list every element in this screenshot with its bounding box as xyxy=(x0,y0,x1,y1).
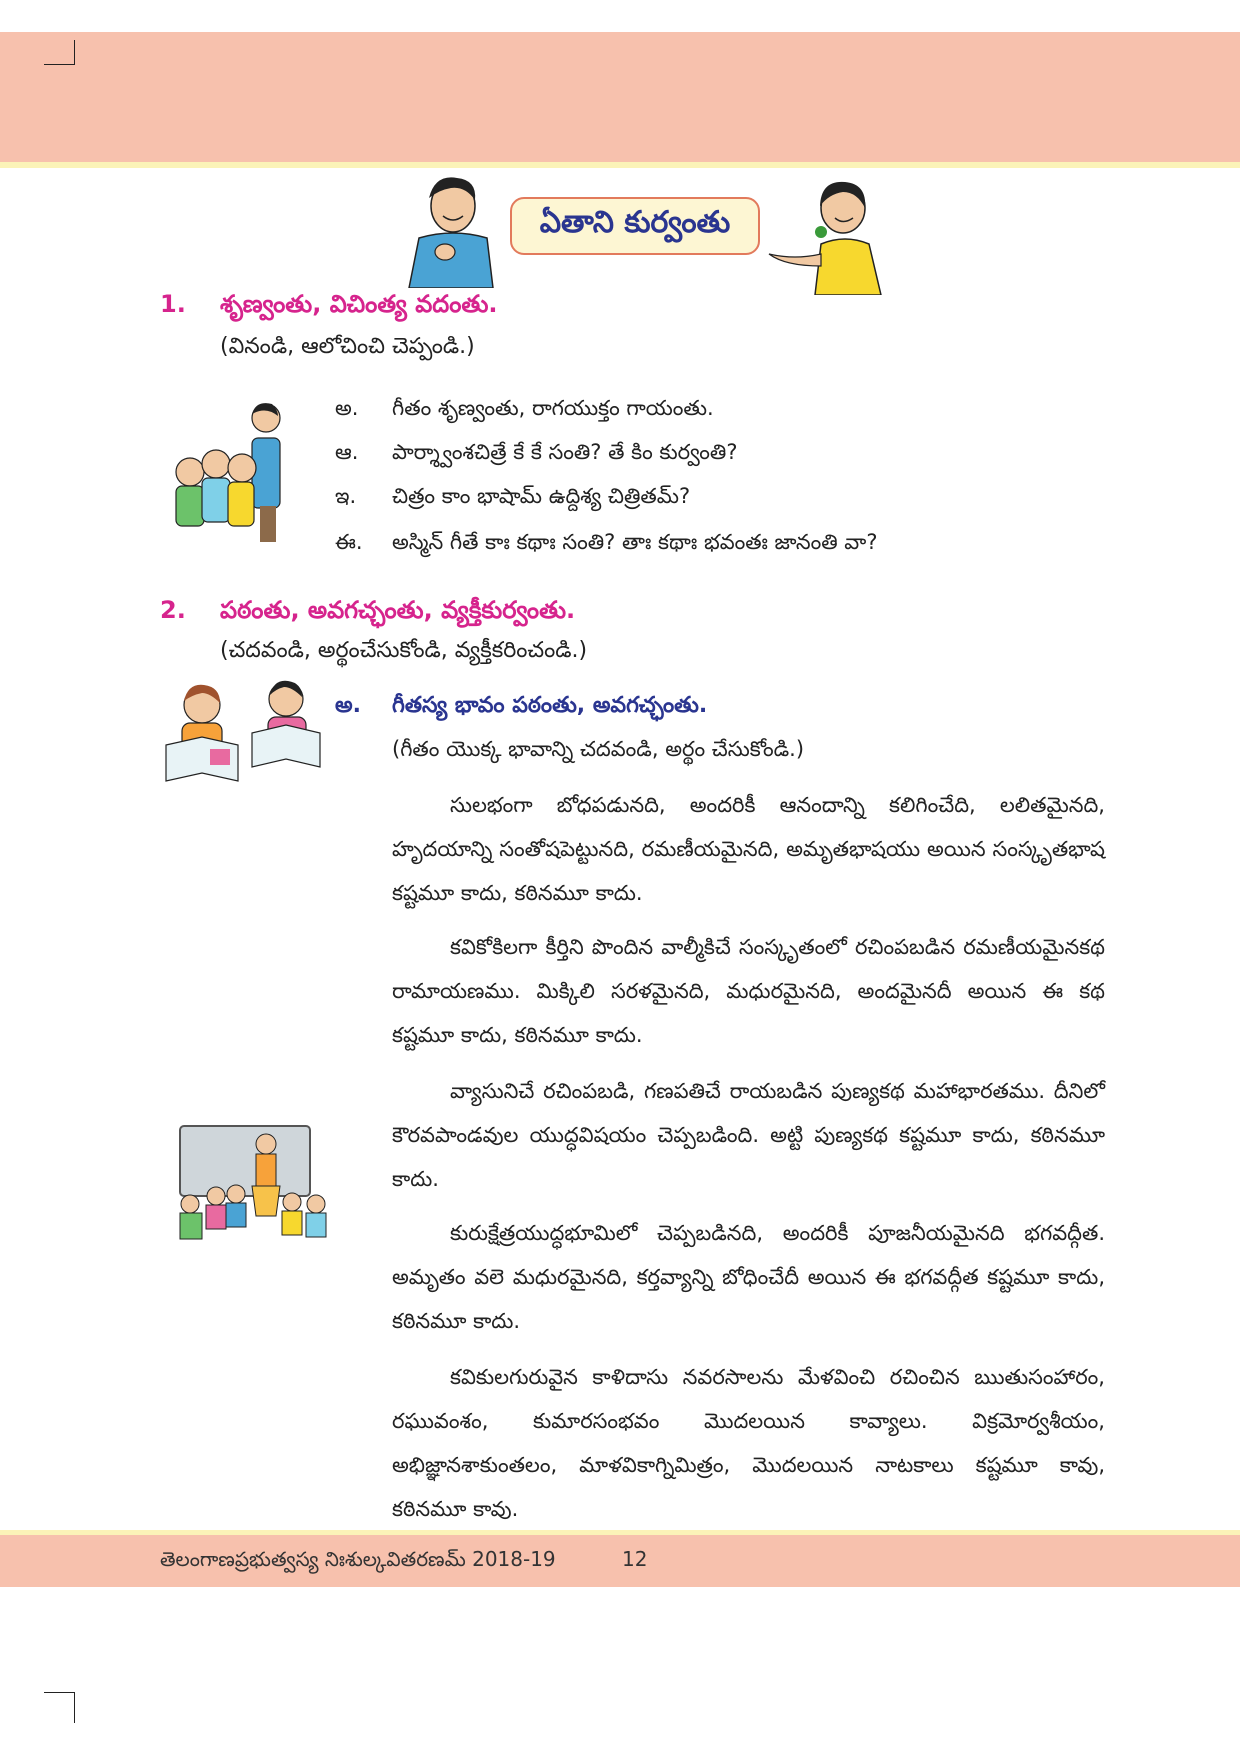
footer-text: తెలంగాణప్రభుత్వస్య నిఃశుల్కవితరణమ్ 2018-19 xyxy=(160,1547,556,1571)
header-band xyxy=(0,32,1240,162)
question-1-item-letter: ఈ. xyxy=(335,530,363,554)
question-1-item-text: చిత్రం కాం భాషామ్ ఉద్దిశ్య చిత్రితమ్? xyxy=(392,484,691,508)
question-1-subtitle: (వినండి, ఆలోచించి చెప్పండి.) xyxy=(220,334,475,359)
question-1-item-letter: అ. xyxy=(335,396,359,420)
question-2-sub-letter: అ. xyxy=(335,693,361,718)
question-2-heading: పఠంతు, అవగచ్ఛంతు, వ్యక్తీకుర్వంతు. xyxy=(220,596,576,624)
question-1-item-letter: ఆ. xyxy=(335,440,359,464)
crop-mark-bottom xyxy=(44,1692,75,1723)
children-group-illustration xyxy=(160,398,320,543)
page-title: ఏతాని కుర్వంతు xyxy=(510,197,760,255)
classroom-illustration xyxy=(160,1122,335,1252)
paragraph: కవికోకిలగా కీర్తిని పొందిన వాల్మీకిచే సంస్కృతంలో రచింపబడిన రమణీయమైనకథ రామాయణము. మిక్కిలి సరళమైనది, మధురమైనది, అందమైనదీ అయిన ఈ కథ కష్టమూ కాదు, కఠినమూ కాదు. xyxy=(392,935,1105,1047)
question-1-number: 1. xyxy=(160,290,186,318)
question-1-item-text: పార్శ్వాంశచిత్రే కే కే సంతి? తే కిం కుర్వంతి? xyxy=(392,440,738,464)
crop-mark-top xyxy=(44,40,75,65)
paragraph: సులభంగా బోధపడునది, అందరికీ ఆనందాన్ని కలిగించేది, లలితమైనది, హృదయాన్ని సంతోషపెట్టునది, రమణీయమైనది, అమృతభాషయు అయిన సంస్కృతభాష కష్టమూ కాదు, కఠినమూ కాదు. xyxy=(392,793,1105,905)
paragraph: వ్యాసునిచే రచింపబడి, గణపతిచే రాయబడిన పుణ్యకథ మహాభారతము. దీనిలో కౌరవపాండవుల యుద్ధవిషయం చెప్పబడింది. అట్టి పుణ్యకథ కష్టమూ కాదు, కఠినమూ కాదు. xyxy=(392,1079,1105,1191)
paragraph: కురుక్షేత్రయుద్ధభూమిలో చెప్పబడినది, అందరికీ పూజనీయమైనది భగవద్గీత. అమృతం వలె మధురమైనది, కర్తవ్యాన్ని బోధించేదీ అయిన ఈ భగవద్గీత కష్టమూ కాదు, కఠినమూ కాదు. xyxy=(392,1221,1105,1333)
header-stripe xyxy=(0,162,1240,168)
question-1-item-text: అస్మిన్ గీతే కాః కథాః సంతి? తాః కథాః భవంతః జానంతి వా? xyxy=(392,530,878,554)
question-2-number: 2. xyxy=(160,596,186,624)
question-2-sub-heading: గీతస్య భావం పఠంతు, అవగచ్ఛంతు. xyxy=(392,693,708,718)
girl-illustration xyxy=(765,170,905,295)
paragraph: కవికులగురువైన కాళిదాసు నవరసాలను మేళవించి రచించిన ఋతుసంహారం, రఘువంశం, కుమారసంభవం మొదలయిన కావ్యాలు. విక్రమోర్వశీయం, అభిజ్ఞానశాకుంతలం, మాళవికాగ్నిమిత్రం, మొదలయిన నాటకాలు కష్టమూ కావు, కఠినమూ కావు. xyxy=(392,1365,1105,1521)
question-2-sub-subtitle: (గీతం యొక్క భావాన్ని చదవండి, అర్థం చేసుకోండి.) xyxy=(392,737,805,761)
question-1-item-letter: ఇ. xyxy=(335,484,357,508)
page-number: 12 xyxy=(622,1547,648,1571)
question-2-subtitle: (చదవండి, అర్థంచేసుకోండి, వ్యక్తీకరించండి.) xyxy=(220,638,588,663)
question-1-heading: శృణ్వంతు, విచింత్య వదంతు. xyxy=(220,290,498,318)
reading-children-illustration xyxy=(160,675,335,785)
question-1-item-text: గీతం శృణ్వంతు, రాగయుక్తం గాయంతు. xyxy=(392,396,714,420)
boy-illustration xyxy=(395,168,495,288)
